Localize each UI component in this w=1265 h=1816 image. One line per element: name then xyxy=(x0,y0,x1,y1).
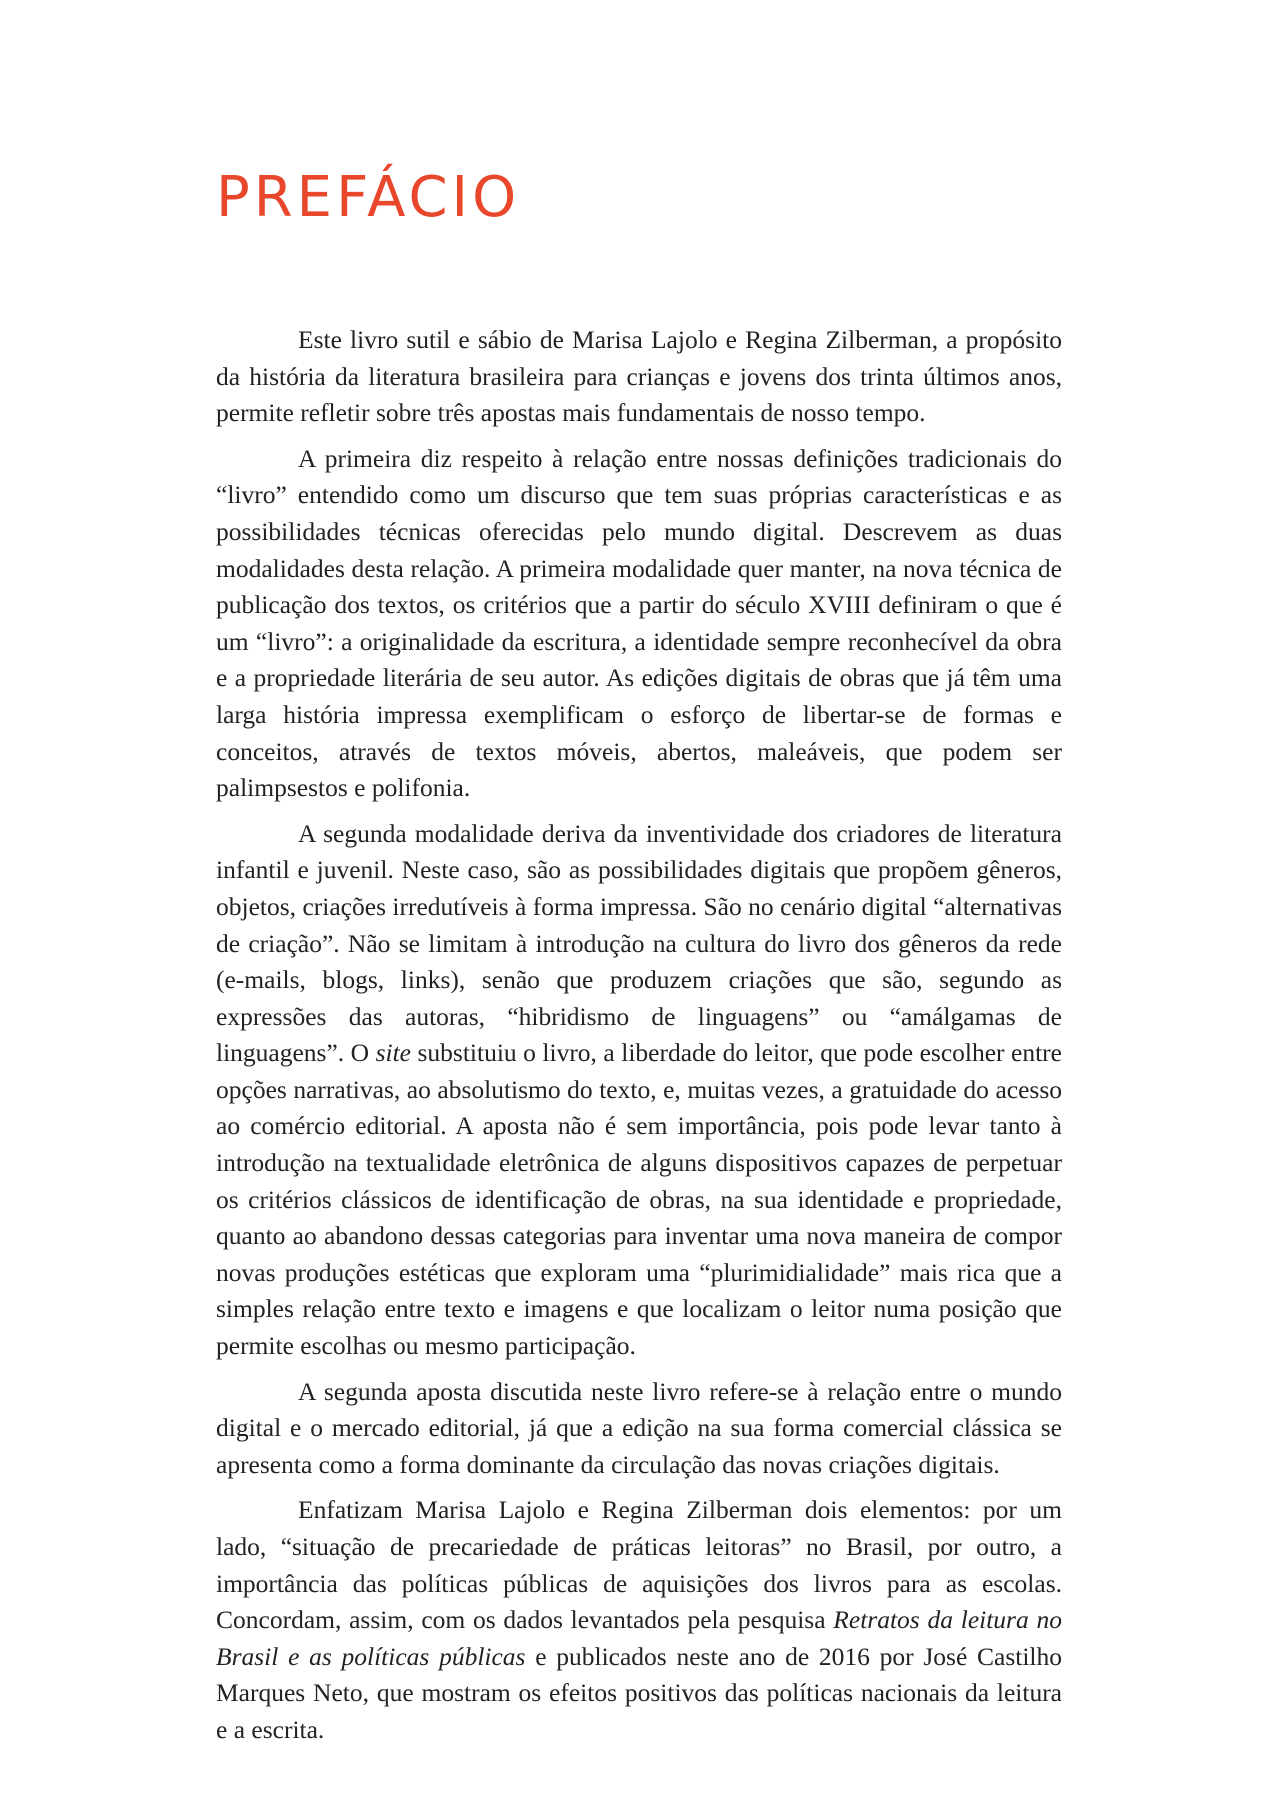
paragraph-3 xyxy=(216,816,1062,1365)
chapter-title: PREFÁCIO xyxy=(216,165,521,230)
paragraph-4: A segunda aposta discutida neste livro refere-se à relação entre o mundo digital e o mercado editorial, já que a edição na sua forma comercial clássica se apresenta como a forma dominante da circulação das novas criações digitais. xyxy=(216,1376,1062,1479)
paragraph-5-text-a: Enfatizam Marisa Lajolo e Regina Zilberman dois elementos: por um lado, “situação de precariedade de práticas leitoras” no Brasil, por outro, a importância das políticas públicas de aquisições dos livros para as escolas. Concordam, assim, com os dados levantados pela pesquisa xyxy=(216,1495,1062,1635)
paragraph-2: A primeira diz respeito à relação entre nossas definições tradicionais do “livro” entendido como um discurso que tem suas próprias características e as possibilidades técnicas oferecidas pelo mundo digital. Descrevem as duas modalidades desta relação. A primeira modalidade quer manter, na nova técnica de publicação dos textos, os critérios que a partir do século XVIII definiram o que é um “livro”: a originalidade da escritura, a identidade sempre reconhecível da obra e a propriedade literária de seu autor. As edições digitais de obras que já têm uma larga história impressa exemplificam o esforço de libertar-se de formas e conceitos, através de textos móveis, abertos, maleáveis, que podem ser palimpsestos e polifonia. xyxy=(216,443,1062,803)
paragraph-5-text-b: e publicados neste ano de 2016 por José Castilho Marques Neto, que mostram os efeitos positivos das políticas nacionais da leitura e a escrita. xyxy=(216,1641,1062,1744)
paragraph-1: Este livro sutil e sábio de Marisa Lajolo e Regina Zilberman, a propósito da história da literatura brasileira para crianças e jovens dos trinta últimos anos, permite refletir sobre três apostas mais fundamentais de nosso tempo. xyxy=(216,325,1062,428)
paragraph-3-italic-term: site xyxy=(375,1038,411,1068)
preface-body xyxy=(216,322,1062,1749)
paragraph-3-text-a: A segunda modalidade deriva da inventividade dos criadores de literatura infantil e juvenil. Neste caso, são as possibilidades digitais que propõem gêneros, objetos, criações irredutíveis à forma impressa. São no cenário digital “alternativas de criação”. Não se limitam à introdução na cultura do livro dos gêneros da rede (e-mails, blogs, links), senão que produzem criações que são, segundo as expressões das autoras, “hibridismo de linguagens” ou “amálgamas de linguagens”. O xyxy=(216,818,1062,1068)
paragraph-5 xyxy=(216,1492,1062,1748)
paragraph-5-italic-title: Retratos da leitura no Brasil e as políticas públicas xyxy=(216,1605,1062,1671)
paragraph-3-text-b: substituiu o livro, a liberdade do leitor, que pode escolher entre opções narrativas, ao absolutismo do texto, e, muitas vezes, a gratuidade do acesso ao comércio editorial. A aposta não é sem importância, pois pode levar tanto à introdução na textualidade eletrônica de alguns dispositivos capazes de perpetuar os critérios clássicos de identificação de obras, na sua identidade e propriedade, quanto ao abandono dessas categorias para inventar uma nova maneira de compor novas produções estéticas que exploram uma “plurimidialidade” mais rica que a simples relação entre texto e imagens e que localizam o leitor numa posição que permite escolhas ou mesmo participação. xyxy=(216,1038,1062,1361)
